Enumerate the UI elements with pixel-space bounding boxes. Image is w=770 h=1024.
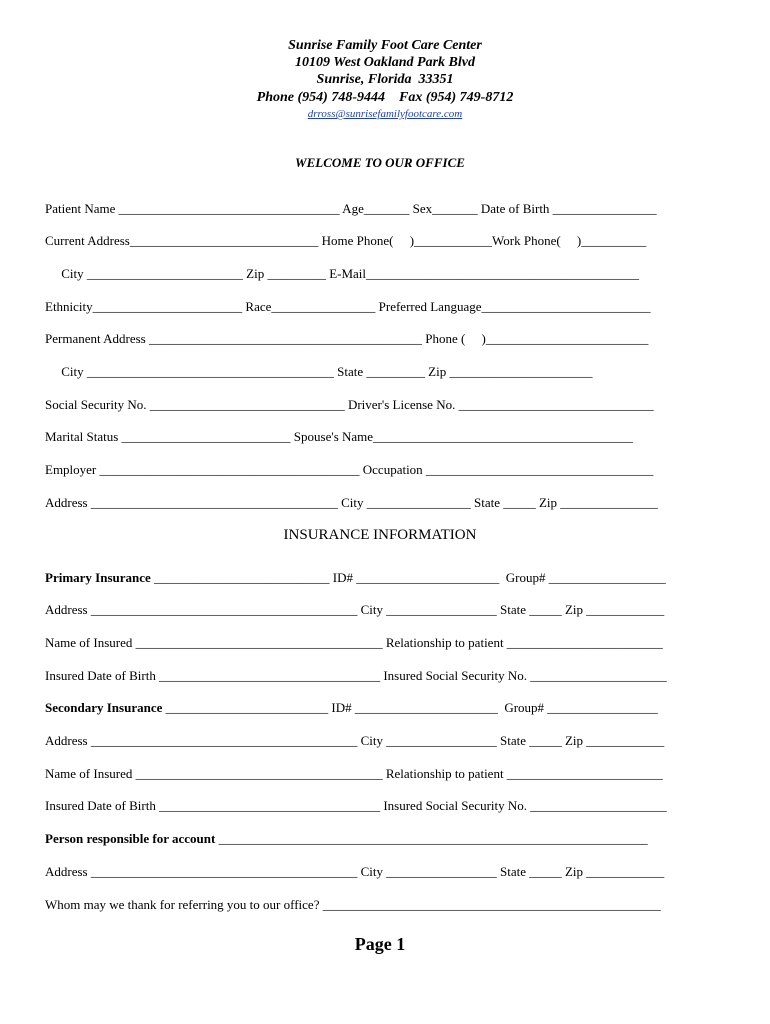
insurance-form-line[interactable] bbox=[45, 700, 658, 716]
patient-form-line[interactable]: Social Security No. ______________________________ Driver's License No. ______________________________ bbox=[45, 397, 654, 412]
insurance-form-line[interactable] bbox=[45, 766, 663, 782]
patient-form-line[interactable]: Address ______________________________________ City ________________ State _____ Zip _______________ bbox=[45, 495, 658, 510]
insurance-field-label: Secondary Insurance bbox=[45, 700, 163, 715]
insurance-field-blank[interactable]: Name of Insured ______________________________________ Relationship to patient ________________________ bbox=[45, 766, 663, 781]
practice-address: 10109 West Oakland Park Blvd bbox=[295, 55, 475, 70]
insurance-form-line[interactable] bbox=[45, 602, 664, 618]
insurance-form-line[interactable] bbox=[45, 897, 661, 913]
patient-form-line[interactable]: Permanent Address __________________________________________ Phone ( )_________________________ bbox=[45, 331, 649, 346]
insurance-form-line[interactable] bbox=[45, 864, 664, 880]
patient-form-line[interactable]: Patient Name __________________________________ Age_______ Sex_______ Date of Birth ________________ bbox=[45, 201, 657, 216]
insurance-field-label: Person responsible for account bbox=[45, 831, 216, 846]
insurance-field-blank[interactable]: Insured Date of Birth __________________________________ Insured Social Security No. _____________________ bbox=[45, 668, 667, 683]
welcome-heading: WELCOME TO OUR OFFICE bbox=[295, 155, 465, 170]
insurance-form-line[interactable] bbox=[45, 798, 667, 814]
insurance-form-line[interactable] bbox=[45, 733, 664, 749]
insurance-heading: INSURANCE INFORMATION bbox=[283, 527, 477, 543]
insurance-form-line[interactable] bbox=[45, 570, 666, 586]
practice-city: Sunrise, Florida 33351 bbox=[316, 72, 454, 87]
patient-form-line[interactable]: Employer ________________________________________ Occupation ___________________________________ bbox=[45, 462, 654, 477]
patient-form-line[interactable]: Ethnicity_______________________ Race________________ Preferred Language__________________________ bbox=[45, 299, 651, 314]
insurance-field-blank[interactable]: Insured Date of Birth __________________________________ Insured Social Security No. _____________________ bbox=[45, 798, 667, 813]
insurance-field-blank[interactable]: Address _________________________________________ City _________________ State _____ Zip ____________ bbox=[45, 864, 665, 879]
insurance-field-blank[interactable]: Address _________________________________________ City _________________ State _____ Zip ____________ bbox=[45, 602, 665, 617]
insurance-field-blank[interactable]: __________________________________________________________________ bbox=[215, 831, 648, 846]
practice-name: Sunrise Family Foot Care Center bbox=[288, 38, 482, 53]
insurance-field-label: Primary Insurance bbox=[45, 570, 151, 585]
insurance-field-blank[interactable]: _________________________ ID# ______________________ Group# _________________ bbox=[162, 700, 658, 715]
insurance-field-blank[interactable]: Name of Insured ______________________________________ Relationship to patient ________________________ bbox=[45, 635, 663, 650]
insurance-field-blank[interactable]: ___________________________ ID# ______________________ Group# __________________ bbox=[150, 570, 666, 585]
patient-form-line[interactable]: Marital Status __________________________ Spouse's Name________________________________________ bbox=[45, 429, 634, 444]
patient-form-line[interactable]: City ________________________ Zip _________ E-Mail__________________________________________ bbox=[45, 266, 640, 281]
patient-form-line[interactable]: City ______________________________________ State _________ Zip ______________________ bbox=[45, 364, 593, 379]
insurance-form-line[interactable] bbox=[45, 635, 663, 651]
insurance-field-blank[interactable]: Whom may we thank for referring you to our office? ____________________________________________________ bbox=[45, 897, 661, 912]
page-number: Page 1 bbox=[354, 934, 406, 954]
insurance-field-blank[interactable]: Address _________________________________________ City _________________ State _____ Zip ____________ bbox=[45, 733, 665, 748]
practice-phone-fax: Phone (954) 748-9444 Fax (954) 749-8712 bbox=[256, 90, 514, 105]
insurance-form-line[interactable] bbox=[45, 668, 667, 684]
practice-email-link[interactable]: drross@sunrisefamilyfootcare.com bbox=[307, 108, 463, 120]
insurance-form-line[interactable] bbox=[45, 831, 648, 847]
patient-form-line[interactable]: Current Address_____________________________ Home Phone( )____________Work Phone( )__________ bbox=[45, 233, 647, 248]
